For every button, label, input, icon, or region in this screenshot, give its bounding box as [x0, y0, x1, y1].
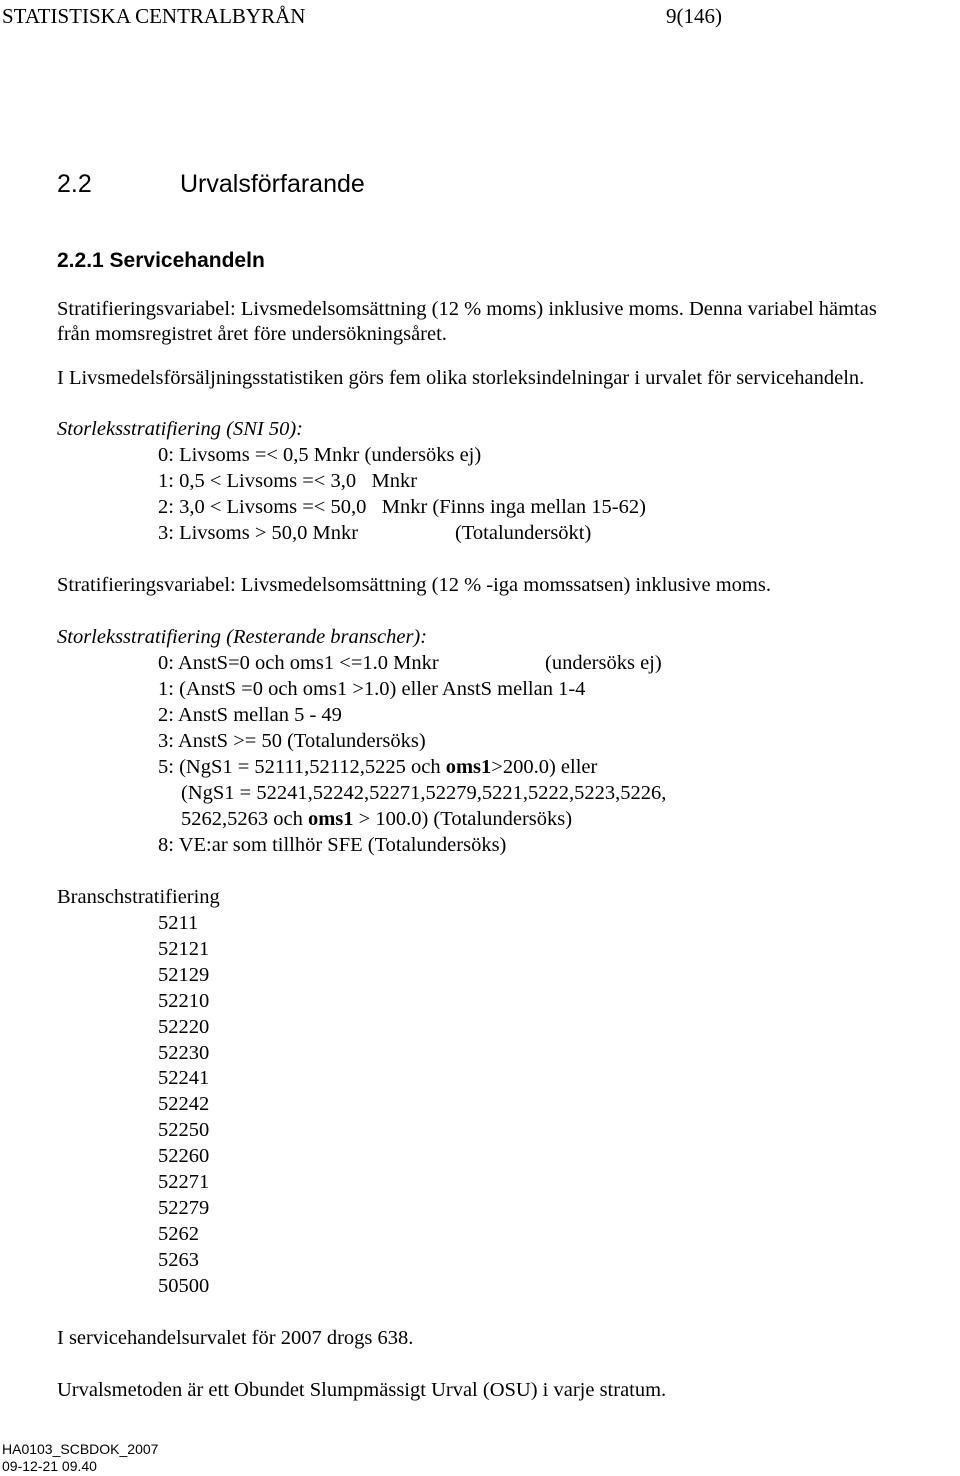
rest-row-0: 0: AnstS=0 och oms1 <=1.0 Mnkr — [158, 652, 439, 674]
rest-row-5-cont-2-pre: 5262,5263 och — [181, 808, 308, 830]
branch-code: 52279 — [158, 1196, 210, 1219]
branch-code: 52260 — [158, 1145, 210, 1168]
rest-row-3: 3: AnstS >= 50 (Totalundersöks) — [158, 730, 426, 752]
rest-row-5-cont-2 — [181, 808, 572, 831]
rest-row-1: 1: (AnstS =0 och oms1 >1.0) eller AnstS mellan 1-4 — [158, 678, 586, 700]
sni50-row-3-note: (Totalundersökt) — [455, 522, 592, 544]
branch-code: 52129 — [158, 963, 210, 986]
sample-size-line: I servicehandelsurvalet för 2007 drogs 638. — [57, 1327, 414, 1349]
sni50-row-3: 3: Livsoms > 50,0 Mnkr — [158, 522, 359, 544]
branch-code: 52230 — [158, 1041, 210, 1064]
branch-code: 52220 — [158, 1015, 210, 1038]
footer-doc-id: HA0103_SCBDOK_2007 — [2, 1441, 159, 1457]
method-line: Urvalsmetoden är ett Obundet Slumpmässigt Urval (OSU) i varje stratum. — [57, 1379, 667, 1401]
branch-code: 5211 — [158, 912, 199, 934]
intro-line-1: Stratifieringsvariabel: Livsmedelsomsättning (12 % moms) inklusive moms. Denna variabel hämtas — [57, 298, 877, 320]
rest-row-5 — [158, 756, 597, 779]
intro-line-2: från momsregistret året före undersökningsåret. — [57, 323, 447, 345]
branch-code: 52121 — [158, 937, 210, 960]
sni50-row-1: 1: 0,5 < Livsoms =< 3,0 Mnkr — [158, 470, 418, 492]
branch-code: 52271 — [158, 1171, 210, 1193]
branch-code: 50500 — [158, 1274, 210, 1297]
rest-row-0-note: (undersöks ej) — [545, 652, 662, 674]
var2-line: Stratifieringsvariabel: Livsmedelsomsättning (12 % -iga momssatsen) inklusive moms. — [57, 574, 771, 596]
section-number: 2.2 — [57, 170, 92, 198]
rest-row-2: 2: AnstS mellan 5 - 49 — [158, 704, 342, 726]
branch-code: 52241 — [158, 1067, 210, 1090]
sni50-row-2: 2: 3,0 < Livsoms =< 50,0 Mnkr (Finns inga mellan 15-62) — [158, 496, 646, 518]
rest-row-5-cont-2-bold: oms1 — [307, 808, 354, 830]
branch-code: 5262 — [158, 1222, 199, 1245]
rest-row-5-cont-1: (NgS1 = 52241,52242,52271,52279,5221,5222,5223,5226, — [181, 782, 667, 804]
footer-date: 09-12-21 09.40 — [2, 1458, 97, 1474]
sni50-heading: Storleksstratifiering (SNI 50): — [57, 418, 303, 440]
branch-code: 52250 — [158, 1119, 210, 1142]
sni50-row-0: 0: Livsoms =< 0,5 Mnkr (undersöks ej) — [158, 444, 482, 466]
rest-heading: Storleksstratifiering (Resterande branscher): — [57, 626, 428, 648]
header-page-number: 9(146) — [666, 4, 722, 28]
rest-row-5-pre: 5: (NgS1 = 52111,52112,5225 och — [158, 756, 446, 778]
rest-row-5-post: >200.0) eller — [491, 756, 598, 778]
intro-line-3: I Livsmedelsförsäljningsstatistiken görs fem olika storleksindelningar i urvalet för servicehandeln. — [57, 367, 865, 389]
rest-row-5-cont-2-post: > 100.0) (Totalundersöks) — [353, 808, 573, 830]
subsection-title: 2.2.1 Servicehandeln — [57, 249, 265, 272]
branch-code: 52210 — [158, 989, 210, 1012]
header-org: STATISTISKA CENTRALBYRÅN — [2, 4, 306, 28]
branch-code: 5263 — [158, 1248, 199, 1271]
branch-heading: Branschstratifiering — [57, 886, 220, 908]
rest-row-8: 8: VE:ar som tillhör SFE (Totalundersöks) — [158, 834, 507, 856]
rest-row-5-bold: oms1 — [445, 756, 492, 778]
section-title: Urvalsförfarande — [180, 170, 365, 198]
branch-code: 52242 — [158, 1093, 210, 1116]
